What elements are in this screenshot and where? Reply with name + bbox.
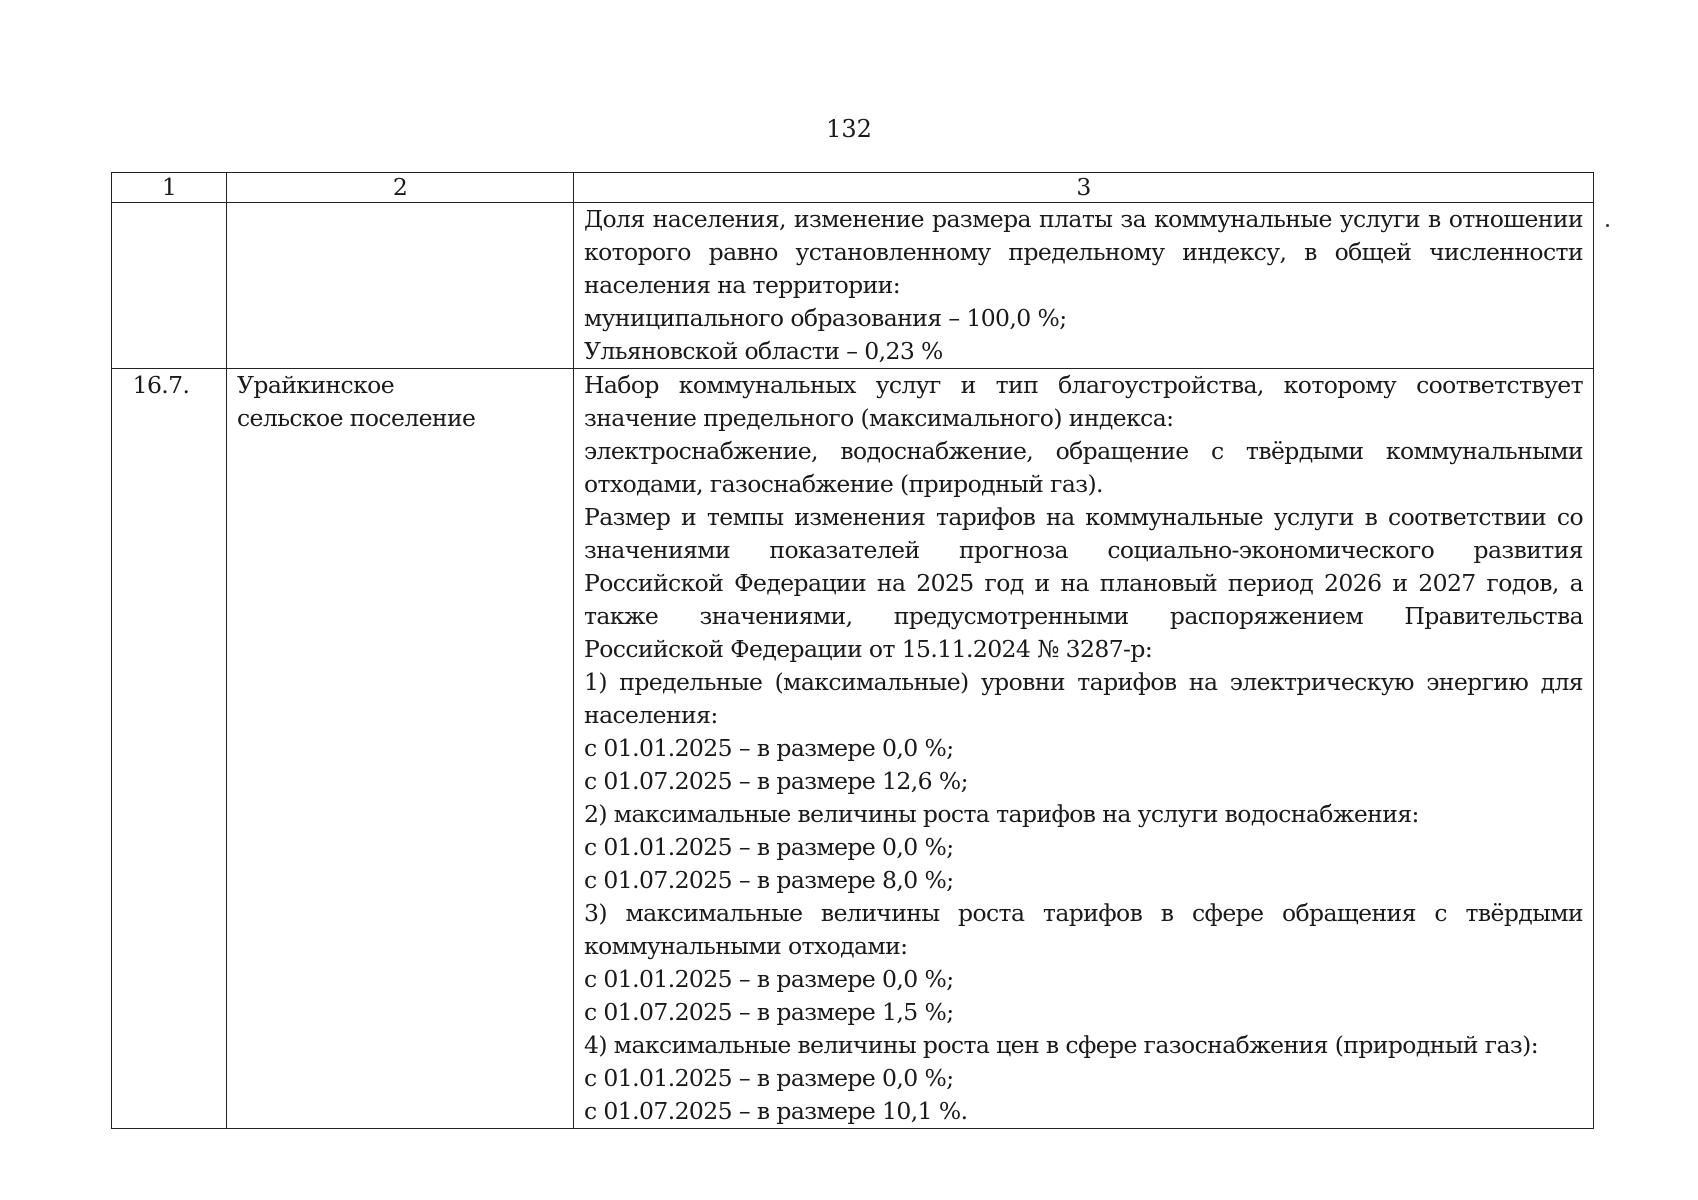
municipality-name-line-1: Урайкинское [237,371,395,399]
services-list-paragraph: электроснабжение, водоснабжение, обращение с твёрдыми коммунальными отходами, газоснабжение (природный газ). [584,437,1583,498]
row-number-cell [112,203,227,369]
table-header-row [112,173,1594,203]
column-header-2: 2 [227,173,574,203]
document-table [111,172,1594,1129]
table-row-continued [112,203,1594,369]
gas-price-paragraph: 4) максимальные величины роста цен в сфере газоснабжения (природный газ): [584,1031,1539,1059]
column-header-1: 1 [112,173,227,203]
gas-rate-line-1: с 01.01.2025 – в размере 0,0 %; [584,1064,954,1092]
row-number-cell: 16.7. [112,369,227,1129]
gas-rate-line-2: с 01.07.2025 – в размере 10,1 %. [584,1097,968,1125]
electricity-rate-line-1: с 01.01.2025 – в размере 0,0 %; [584,734,954,762]
description-cell [574,203,1594,369]
waste-rate-line-2: с 01.07.2025 – в размере 1,5 %; [584,998,954,1026]
column-header-3: 3 [574,173,1594,203]
water-rate-line-1: с 01.01.2025 – в размере 0,0 %; [584,833,954,861]
water-tariff-paragraph: 2) максимальные величины роста тарифов на услуги водоснабжения: [584,800,1419,828]
electricity-rate-line-2: с 01.07.2025 – в размере 12,6 %; [584,767,968,795]
municipality-name-cell [227,369,574,1129]
services-set-paragraph: Набор коммунальных услуг и тип благоустройства, которому соответствует значение предельного (максимального) индекса: [584,371,1583,432]
population-share-paragraph: Доля населения, изменение размера платы за коммунальные услуги в отношении которого равно установленному предельному индексу, в общей численности населения на территории: [584,205,1583,299]
page-number: 132 [826,115,872,143]
region-share-line: Ульяновской области – 0,23 % [584,337,943,365]
waste-tariff-paragraph: 3) максимальные величины роста тарифов в сфере обращения с твёрдыми коммунальными отходами: [584,899,1583,960]
description-cell [574,369,1594,1129]
municipality-share-line: муниципального образования – 100,0 %; [584,304,1067,332]
water-rate-line-2: с 01.07.2025 – в размере 8,0 %; [584,866,954,894]
tariff-basis-paragraph: Размер и темпы изменения тарифов на коммунальные услуги в соответствии со значениями показателей прогноза социально-экономического развития Российской Федерации на 2025 год и на плановый период 2026 и 2027 годов, а также значениями, предусмотренными распоряжением Правительства Российской Федерации от 15.11.2024 № 3287-р: [584,503,1583,663]
table-row-16-7 [112,369,1594,1129]
municipality-name-cell [227,203,574,369]
waste-rate-line-1: с 01.01.2025 – в размере 0,0 %; [584,965,954,993]
electricity-tariff-paragraph: 1) предельные (максимальные) уровни тарифов на электрическую энергию для населения: [584,668,1583,729]
municipality-name-line-2: сельское поселение [237,404,476,432]
stray-mark [1606,224,1609,227]
